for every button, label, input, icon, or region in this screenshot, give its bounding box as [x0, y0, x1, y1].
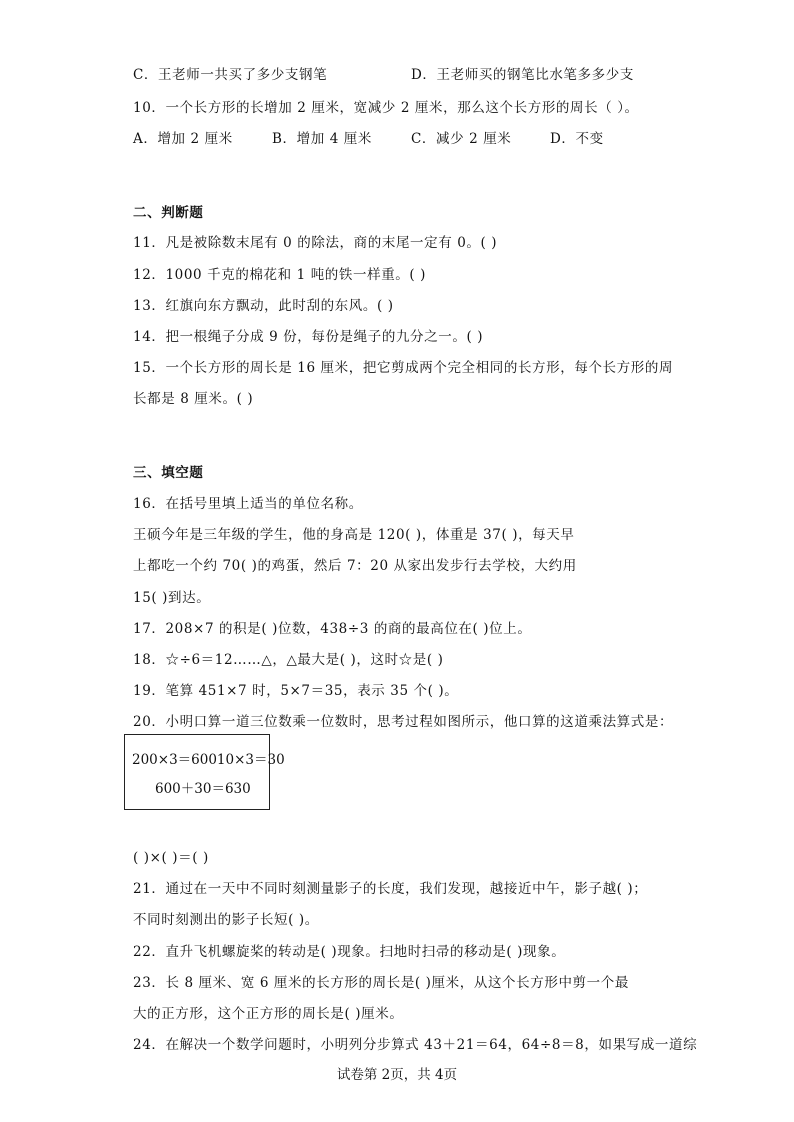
page-footer: 试卷第 2页，共 4页 — [336, 1067, 458, 1083]
q9-option-c: C．王老师一共买了多少支钢笔 — [133, 67, 328, 83]
q16-line-2: 上都吃一个约 70( )的鸡蛋，然后 7：20 从家出发步行去学校，大约用 — [133, 558, 577, 574]
q16-intro: 16．在括号里填上适当的单位名称。 — [133, 496, 363, 512]
q10-option-a: A．增加 2 厘米 — [133, 131, 233, 147]
q23-line-1: 23．长 8 厘米、宽 6 厘米的长方形的周长是( )厘米，从这个长方形中剪一个最 — [133, 975, 629, 991]
q20-box-line-1: 200×3＝60010×3＝30 — [132, 752, 285, 768]
q20-answer: ( )×( )＝( ) — [133, 850, 209, 866]
q10-text: 10．一个长方形的长增加 2 厘米，宽减少 2 厘米，那么这个长方形的周长（ ）。 — [133, 100, 639, 116]
q10-option-b: B．增加 4 厘米 — [272, 131, 372, 147]
q10-option-d: D．不变 — [550, 131, 604, 147]
q15-line-2: 长都是 8 厘米。( ) — [133, 391, 254, 407]
q17: 17．208×7 的积是( )位数，438÷3 的商的最高位在( )位上。 — [133, 621, 532, 637]
section-2-heading: 二、判断题 — [133, 205, 204, 221]
q16-line-3: 15( )到达。 — [133, 590, 211, 606]
section-3-heading: 三、填空题 — [133, 465, 204, 481]
q23-line-2: 大的正方形，这个正方形的周长是( )厘米。 — [133, 1006, 404, 1022]
q20-box-line-2: 600＋30＝630 — [155, 781, 251, 797]
q14: 14．把一根绳子分成 9 份，每份是绳子的九分之一。( ) — [133, 329, 484, 345]
q13: 13．红旗向东方飘动，此时刮的东风。( ) — [133, 298, 394, 314]
q9-option-d: D．王老师买的钢笔比水笔多多少支 — [411, 67, 634, 83]
q21-line-2: 不同时刻测出的影子长短( )。 — [133, 912, 319, 928]
q15-line-1: 15．一个长方形的周长是 16 厘米，把它剪成两个完全相同的长方形，每个长方形的周 — [133, 360, 674, 376]
q20-thinking-box — [124, 734, 285, 810]
q10-option-c: C．减少 2 厘米 — [411, 131, 512, 147]
q19: 19．笔算 451×7 时，5×7＝35，表示 35 个( )。 — [133, 683, 459, 699]
q24: 24．在解决一个数学问题时，小明列分步算式 43＋21＝64，64÷8＝8，如果写成一道综 — [133, 1037, 698, 1053]
q16-line-1: 王硕今年是三年级的学生，他的身高是 120( )，体重是 37( )，每天早 — [133, 527, 575, 543]
q11: 11．凡是被除数末尾有 0 的除法，商的末尾一定有 0。( ) — [133, 235, 498, 251]
q20: 20．小明口算一道三位数乘一位数时，思考过程如图所示，他口算的这道乘法算式是： — [133, 714, 674, 730]
q18: 18．☆÷6＝12……△，△最大是( )，这时☆是( ) — [133, 652, 444, 668]
q12: 12．1000 千克的棉花和 1 吨的铁一样重。( ) — [133, 267, 427, 283]
q21-line-1: 21．通过在一天中不同时刻测量影子的长度，我们发现，越接近中午，影子越( )； — [133, 881, 648, 897]
q22: 22．直升飞机螺旋桨的转动是( )现象。扫地时扫帚的移动是( )现象。 — [133, 944, 566, 960]
